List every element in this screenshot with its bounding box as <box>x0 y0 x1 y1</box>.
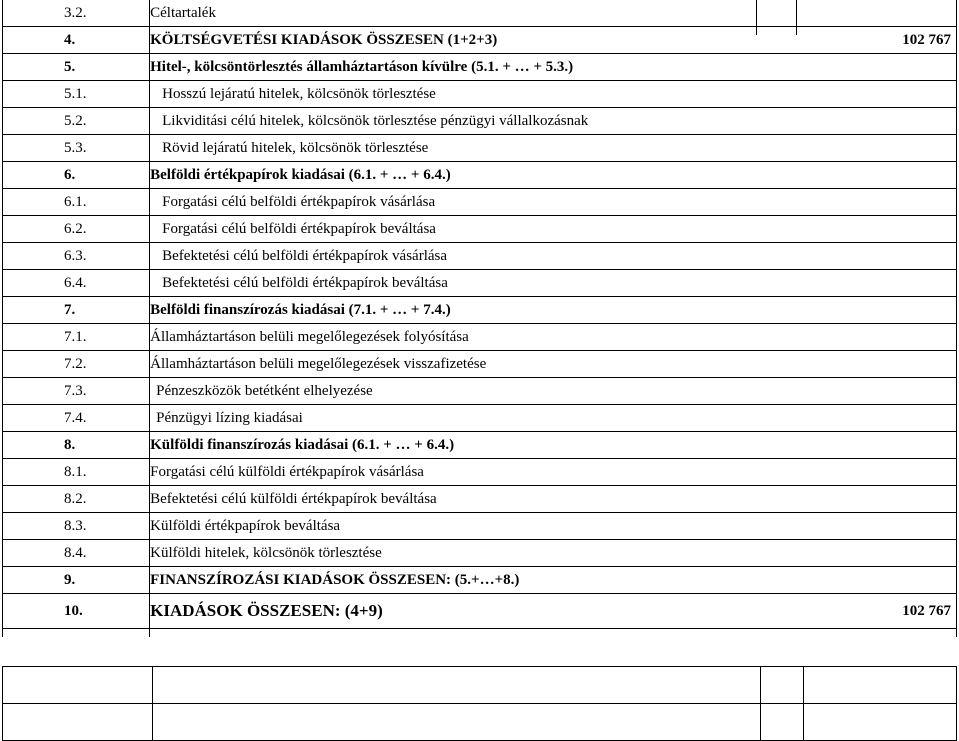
row-description <box>150 81 758 108</box>
row-description <box>150 378 758 405</box>
row-value <box>798 54 957 81</box>
blank-cell <box>804 704 957 741</box>
table-row <box>2 216 957 243</box>
row-value <box>798 378 957 405</box>
row-empty-cell <box>758 324 798 351</box>
row-description <box>150 27 758 54</box>
row-empty-cell <box>758 189 798 216</box>
row-empty-cell <box>758 513 798 540</box>
row-description-text: Rövid lejáratú hitelek, kölcsönök törlesztése <box>162 139 429 156</box>
row-description-text: Külföldi értékpapírok beváltása <box>150 517 341 534</box>
expenditure-table <box>2 0 957 629</box>
row-number: 5.2. <box>2 108 150 135</box>
row-empty-cell <box>758 459 798 486</box>
row-value <box>798 432 957 459</box>
row-description <box>150 243 758 270</box>
table-row <box>2 27 957 54</box>
row-value <box>798 162 957 189</box>
row-description-text: Pénzeszközök betétként elhelyezése <box>156 382 373 399</box>
row-description <box>150 459 758 486</box>
table-row <box>2 324 957 351</box>
row-empty-cell <box>758 594 798 629</box>
row-empty-cell <box>758 54 798 81</box>
table-row <box>2 540 957 567</box>
row-description-text: Pénzügyi lízing kiadásai <box>156 409 303 426</box>
row-description <box>150 162 758 189</box>
row-number: 7.2. <box>2 351 150 378</box>
row-number: 8.3. <box>2 513 150 540</box>
row-description <box>150 351 758 378</box>
row-value <box>798 108 957 135</box>
row-description-text: Államháztartáson belüli megelőlegezések visszafizetése <box>150 355 487 372</box>
row-empty-cell <box>758 216 798 243</box>
row-empty-cell <box>758 378 798 405</box>
row-description-text: Befektetési célú külföldi értékpapírok beváltása <box>150 490 437 507</box>
row-description-text: Forgatási célú belföldi értékpapírok beváltása <box>162 220 436 237</box>
row-description <box>150 297 758 324</box>
row-value <box>798 135 957 162</box>
blank-cell <box>3 667 153 704</box>
row-number: 6.1. <box>2 189 150 216</box>
table-row <box>2 432 957 459</box>
row-value <box>798 297 957 324</box>
blank-cell <box>761 704 804 741</box>
lower-blank-table <box>2 666 957 741</box>
row-description-text: Hosszú lejáratú hitelek, kölcsönök törlesztése <box>162 85 436 102</box>
table-row <box>2 189 957 216</box>
row-description <box>150 0 758 27</box>
row-description <box>150 270 758 297</box>
row-empty-cell <box>758 540 798 567</box>
table-row <box>2 243 957 270</box>
row-description-text: Befektetési célú belföldi értékpapírok beváltása <box>162 274 448 291</box>
row-value <box>798 216 957 243</box>
row-value <box>798 81 957 108</box>
table-row <box>2 54 957 81</box>
row-empty-cell <box>758 27 798 54</box>
row-number: 8. <box>2 432 150 459</box>
row-number: 7.1. <box>2 324 150 351</box>
row-description-text: FINANSZÍROZÁSI KIADÁSOK ÖSSZESEN: (5.+…+8.) <box>150 571 520 588</box>
table-row <box>2 567 957 594</box>
row-value <box>798 405 957 432</box>
blank-cell <box>761 667 804 704</box>
row-value <box>798 270 957 297</box>
row-empty-cell <box>758 81 798 108</box>
row-number: 6.4. <box>2 270 150 297</box>
row-description-text: Külföldi hitelek, kölcsönök törlesztése <box>150 544 382 561</box>
row-number: 6.2. <box>2 216 150 243</box>
table-row <box>2 513 957 540</box>
table-row <box>2 135 957 162</box>
row-number: 5.3. <box>2 135 150 162</box>
row-description-text: Forgatási célú belföldi értékpapírok vásárlása <box>162 193 436 210</box>
row-number: 7.4. <box>2 405 150 432</box>
row-empty-cell <box>758 135 798 162</box>
row-description-text: Likviditási célú hitelek, kölcsönök törlesztése pénzügyi vállalkozásnak <box>162 112 589 129</box>
row-empty-cell <box>758 108 798 135</box>
table-row <box>2 81 957 108</box>
row-number: 7. <box>2 297 150 324</box>
row-value <box>798 351 957 378</box>
row-value <box>798 540 957 567</box>
row-number: 9. <box>2 567 150 594</box>
row-description-text: KÖLTSÉGVETÉSI KIADÁSOK ÖSSZESEN (1+2+3) <box>150 31 498 48</box>
row-description <box>150 567 758 594</box>
row-empty-cell <box>758 432 798 459</box>
row-description-text: Belföldi finanszírozás kiadásai (7.1. + … + 7.4.) <box>150 301 451 318</box>
row-description-text: Külföldi finanszírozás kiadásai (6.1. + … + 6.4.) <box>150 436 455 453</box>
row-description <box>150 135 758 162</box>
row-description-text: KIADÁSOK ÖSSZESEN: (4+9) <box>150 601 383 620</box>
row-description <box>150 189 758 216</box>
table-row <box>2 0 957 27</box>
row-empty-cell <box>758 270 798 297</box>
row-value <box>798 486 957 513</box>
blank-cell <box>153 667 761 704</box>
row-description <box>150 540 758 567</box>
row-description-text: Befektetési célú belföldi értékpapírok vásárlása <box>162 247 448 264</box>
row-number: 8.2. <box>2 486 150 513</box>
row-empty-cell <box>758 351 798 378</box>
row-description-text: Céltartalék <box>150 4 216 21</box>
row-empty-cell <box>758 0 798 27</box>
table-row <box>2 351 957 378</box>
row-number: 3.2. <box>2 0 150 27</box>
row-number: 8.4. <box>2 540 150 567</box>
row-description <box>150 432 758 459</box>
row-description <box>150 594 758 629</box>
blank-cell <box>3 704 153 741</box>
row-number: 7.3. <box>2 378 150 405</box>
table-row <box>2 108 957 135</box>
blank-cell <box>153 704 761 741</box>
row-value <box>798 243 957 270</box>
table-row <box>2 405 957 432</box>
row-value <box>798 0 957 27</box>
table-row <box>2 594 957 629</box>
row-empty-cell <box>758 486 798 513</box>
row-number: 6. <box>2 162 150 189</box>
row-value <box>798 567 957 594</box>
row-description <box>150 216 758 243</box>
blank-cell <box>804 667 957 704</box>
row-number: 5.1. <box>2 81 150 108</box>
row-description <box>150 324 758 351</box>
row-description-text: Forgatási célú külföldi értékpapírok vásárlása <box>150 463 424 480</box>
row-description <box>150 405 758 432</box>
row-value <box>798 459 957 486</box>
table-row <box>2 378 957 405</box>
row-value: 102 767 <box>798 27 957 54</box>
row-empty-cell <box>758 243 798 270</box>
row-number: 5. <box>2 54 150 81</box>
row-value <box>798 513 957 540</box>
table-row <box>2 297 957 324</box>
table-row <box>2 270 957 297</box>
row-description <box>150 54 758 81</box>
row-empty-cell <box>758 297 798 324</box>
row-description-text: Belföldi értékpapírok kiadásai (6.1. + … + 6.4.) <box>150 166 451 183</box>
table-row <box>2 459 957 486</box>
row-empty-cell <box>758 162 798 189</box>
table-row <box>2 162 957 189</box>
table-row <box>2 486 957 513</box>
row-number: 8.1. <box>2 459 150 486</box>
row-empty-cell <box>758 567 798 594</box>
row-value <box>798 324 957 351</box>
row-value: 102 767 <box>798 594 957 629</box>
row-description <box>150 513 758 540</box>
row-number: 6.3. <box>2 243 150 270</box>
row-number: 4. <box>2 27 150 54</box>
row-value <box>798 189 957 216</box>
row-number: 10. <box>2 594 150 629</box>
row-empty-cell <box>758 405 798 432</box>
row-description-text: Államháztartáson belüli megelőlegezések folyósítása <box>150 328 469 345</box>
row-description <box>150 108 758 135</box>
row-description-text: Hitel-, kölcsöntörlesztés államháztartáson kívülre (5.1. + … + 5.3.) <box>150 58 574 75</box>
row-description <box>150 486 758 513</box>
